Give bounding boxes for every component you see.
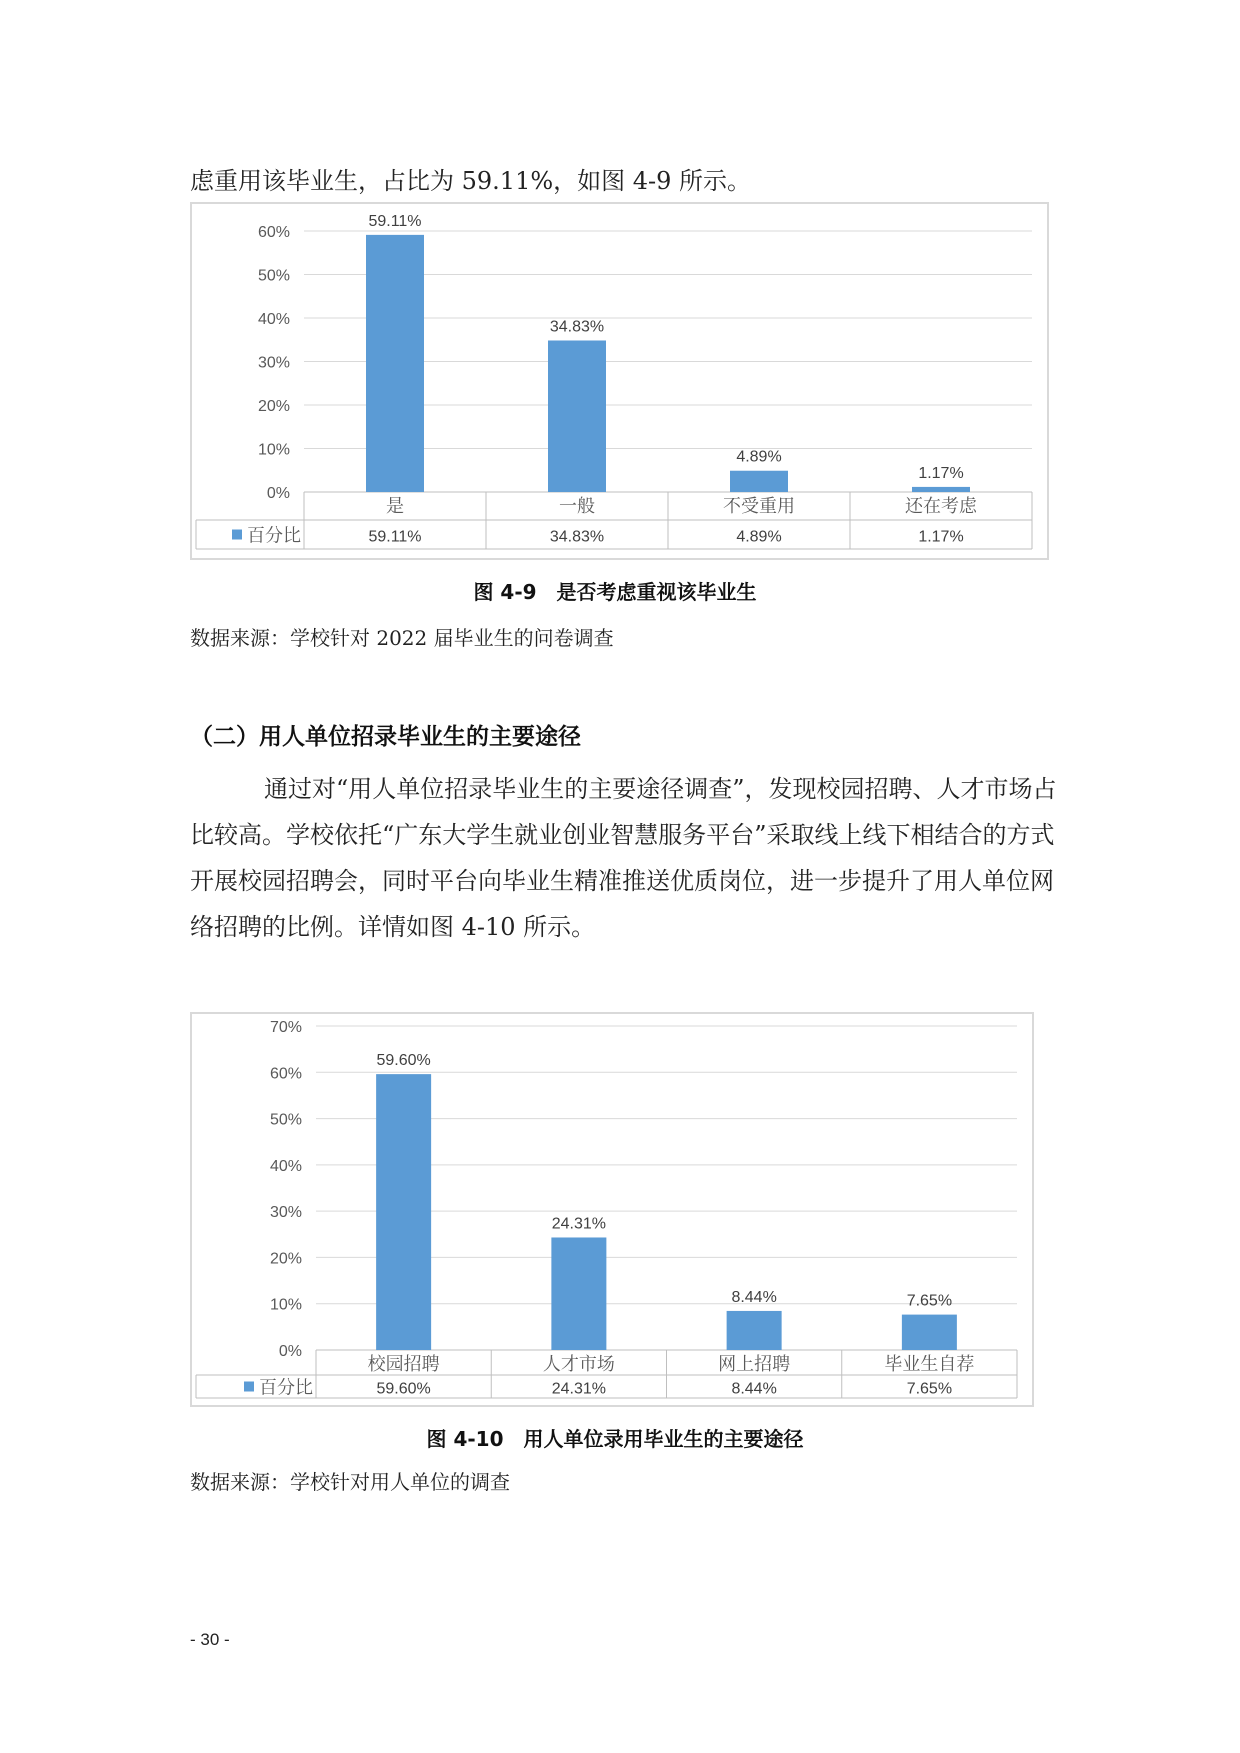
table-value: 59.60% [376,1380,431,1398]
x-category-label: 还在考虑 [905,496,977,517]
chart-figure-4-9 [190,202,1049,560]
legend-swatch [232,530,242,540]
x-category-label: 毕业生自荐 [884,1354,975,1375]
legend-swatch [244,1382,254,1392]
y-tick-label: 60% [269,1065,302,1083]
y-tick-label: 10% [257,441,290,459]
page-number: - 30 - [190,1630,230,1649]
table-value: 7.65% [906,1380,953,1398]
bar [730,471,788,492]
bar [912,487,970,492]
bar [551,1237,606,1350]
intro-line: 虑重用该毕业生，占比为 59.11%，如图 4-9 所示。 [190,167,752,195]
y-tick-label: 20% [269,1250,302,1268]
y-tick-label: 10% [269,1296,302,1314]
table-value: 34.83% [549,528,605,546]
table-value: 1.17% [918,528,964,546]
body-paragraph: 通过对“用人单位招录毕业生的主要途径调查”，发现校园招聘、人才市场占比较高。学校依托“广东大学生就业创业智慧服务平台”采取线上线下相结合的方式开展校园招聘会，同时平台向毕业生精准推送优质岗位，进一步提升了用人单位网络招聘的比例。详情如图 4-10 所示。 [190,775,1057,941]
data-label: 1.17% [918,464,964,482]
data-source-4-10: 数据来源：学校针对用人单位的调查 [190,1470,510,1494]
x-category-label: 不受重用 [723,496,795,517]
data-label: 8.44% [731,1288,777,1306]
section-heading: （二）用人单位招录毕业生的主要途径 [190,724,581,750]
bar [366,235,424,492]
bar [727,1311,782,1350]
data-label: 24.31% [551,1215,607,1233]
table-value: 4.89% [736,528,782,546]
bar [376,1074,431,1350]
y-tick-label: 60% [257,224,290,241]
y-tick-label: 50% [257,267,290,285]
y-tick-label: 40% [257,311,290,328]
table-value: 8.44% [731,1380,777,1398]
data-label: 4.89% [736,448,782,466]
y-tick-label: 40% [269,1157,302,1175]
data-label: 59.11% [368,212,422,230]
figure-caption-4-10: 图 4-10 用人单位录用毕业生的主要途径 [426,1427,804,1451]
x-category-label: 是 [386,496,404,517]
legend-label: 百分比 [247,525,301,547]
x-category-label: 校园招聘 [367,1354,440,1375]
data-source-4-9: 数据来源：学校针对 2022 届毕业生的问卷调查 [190,626,614,650]
bar [902,1315,957,1350]
y-tick-label: 30% [269,1204,302,1222]
y-tick-label: 20% [257,398,290,415]
x-category-label: 一般 [559,496,595,517]
y-tick-label: 30% [257,354,290,372]
chart-4-9-svg [192,204,1047,558]
data-label: 59.60% [376,1052,431,1070]
table-value: 24.31% [551,1380,607,1398]
y-tick-label: 70% [269,1019,302,1036]
chart-4-10-svg [192,1014,1032,1405]
data-label: 7.65% [906,1292,953,1310]
chart-figure-4-10 [190,1012,1034,1407]
x-category-label: 网上招聘 [718,1354,791,1375]
table-value: 59.11% [368,528,422,546]
data-label: 34.83% [549,318,605,336]
legend-label: 百分比 [259,1377,313,1399]
figure-caption-4-9: 图 4-9 是否考虑重视该毕业生 [473,580,757,604]
bar [548,340,606,492]
y-tick-label: 0% [266,485,290,502]
y-tick-label: 0% [278,1343,302,1360]
x-category-label: 人才市场 [542,1354,615,1375]
y-tick-label: 50% [269,1111,302,1129]
